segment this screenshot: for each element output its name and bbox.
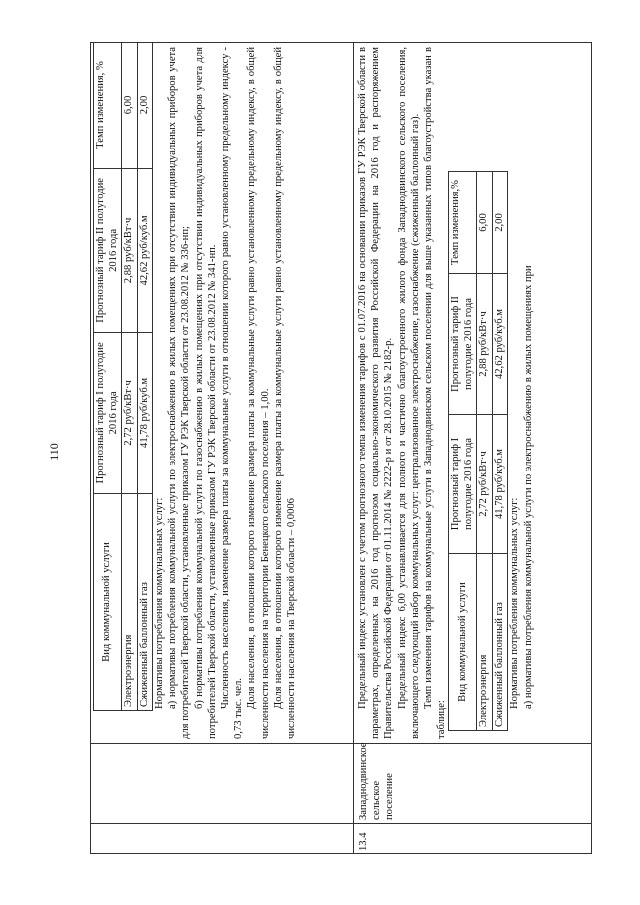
table-cell: 42,62 руб/куб.м	[492, 274, 508, 415]
row-number-cell	[91, 823, 353, 853]
table-header: Темп изменения,%	[449, 172, 477, 274]
table-cell: Электроэнергия	[122, 494, 138, 711]
table-header: Прогнозный тариф II полугодие 2016 года	[449, 274, 477, 415]
table-cell: 2,88 руб/кВт·ч	[122, 169, 138, 333]
table-header: Вид коммунальной услуги	[449, 554, 477, 731]
settlement-name-cell: Западнодвинское сельское поселение	[354, 743, 592, 823]
table-header: Прогнозный тариф I полугодие 2016 года	[449, 415, 477, 554]
table-cell: 6,00	[477, 172, 493, 274]
paragraph: Нормативы потребления коммунальных услуг:	[509, 497, 521, 709]
table-header: Прогнозный тариф II полугодие 2016 года	[94, 169, 122, 333]
paragraph: Нормативы потребления коммунальных услуг:	[154, 497, 165, 709]
table-cell: 2,72 руб/кВт·ч	[477, 415, 493, 554]
paragraph: Доля населения, в отношении которого изменение размера платы за коммунальные услуги равно установленному предельному индексу, в общей численности населения на территории Бенецкого сельского поселения – 1,00.	[246, 47, 271, 739]
table-row	[137, 43, 153, 711]
paragraph: Предельный индекс 6,00 устанавливается для полного и частично благоустроенного жилого фонда Западнодвинского сельского поселения, включающего следующий набор коммунальных услуг: централизованное электроснабжение, газоснабжение (сжиженный баллонный газ).	[396, 47, 421, 739]
table-cell: 6,00	[122, 43, 138, 169]
settlement-name-cell	[91, 743, 353, 823]
tariff-table	[93, 43, 153, 711]
rotated-page	[40, 22, 600, 882]
table-cell: Сжиженный баллонный газ	[492, 554, 508, 731]
document-table	[90, 42, 592, 854]
table-cell: 2,72 руб/кВт·ч	[122, 332, 138, 493]
table-header: Прогнозный тариф I полугодие 2016 года	[94, 332, 122, 493]
row-number-cell: 13.4	[354, 823, 592, 853]
paragraph: б) нормативы потребления коммунальной услуги по газоснабжению в жилых помещениях при отсутствии индивидуальных приборов учета для потребителей Тверской области, установленные приказом ГУ РЭК Тверской области от 23.08.2012 № 341-нп.	[193, 47, 218, 739]
table-cell: Сжиженный баллонный газ	[137, 494, 153, 711]
tariff-table	[448, 171, 508, 731]
table-cell: 2,00	[492, 172, 508, 274]
description-cell	[91, 43, 353, 743]
page-number: 110	[47, 443, 61, 461]
table-row	[122, 43, 138, 711]
table-cell: 2,88 руб/кВт·ч	[477, 274, 493, 415]
table-cell: 41,78 руб/куб.м	[137, 332, 153, 493]
paragraph: Доля населения, в отношении которого изменение размера платы за коммунальные услуги равно установленному предельному индексу, в общей численности населения на Тверской области – 0,0006	[272, 47, 298, 739]
table-cell: 41,78 руб/куб.м	[492, 415, 508, 554]
description-cell	[354, 43, 592, 743]
table-row	[353, 43, 592, 853]
table-cell: 2,00	[137, 43, 153, 169]
table-header: Вид коммунальной услуги	[94, 494, 122, 711]
table-row	[91, 43, 353, 853]
table-cell: 42,62 руб/куб.м	[137, 169, 153, 333]
table-row	[477, 172, 493, 731]
table-cell: Электроэнергия	[477, 554, 493, 731]
table-row	[492, 172, 508, 731]
paragraph: а) нормативы потребления коммунальной услуги по электроснабжению в жилых помещениях при	[522, 265, 534, 709]
paragraph: а) нормативы потребления коммунальной услуги по электроснабжению в жилых помещениях при отсутствии индивидуальных приборов учета для потребителей Тверской области, установленные приказом ГУ РЭК Тверской области от 23.08.2012 № 336-нп;	[167, 47, 192, 739]
paragraph: Численность населения, изменение размера платы за коммунальные услуги в отношении которого равно установленному предельному индексу - 0,73 тыс. чел.	[220, 47, 245, 739]
table-header: Темп изменения, %	[94, 43, 122, 169]
paragraph: Темп изменения тарифов на коммунальные услуги в Западнодвинском сельском поселении для выше указанных типов благоустройства указан в таблице:	[423, 47, 448, 739]
paragraph: Предельный индекс установлен с учетом прогнозного темпа изменения тарифов с 01.07.2016 на основании приказов ГУ РЭК Тверской области в параметрах, определенных на 2016 год прогнозом социально-экономического развития Российской Федерации на 2016 год и распоряжением Правительства Российской Федерации от 01.11.2014 № 2222-р и от 28.10.2015 № 2182-р.	[357, 47, 395, 739]
